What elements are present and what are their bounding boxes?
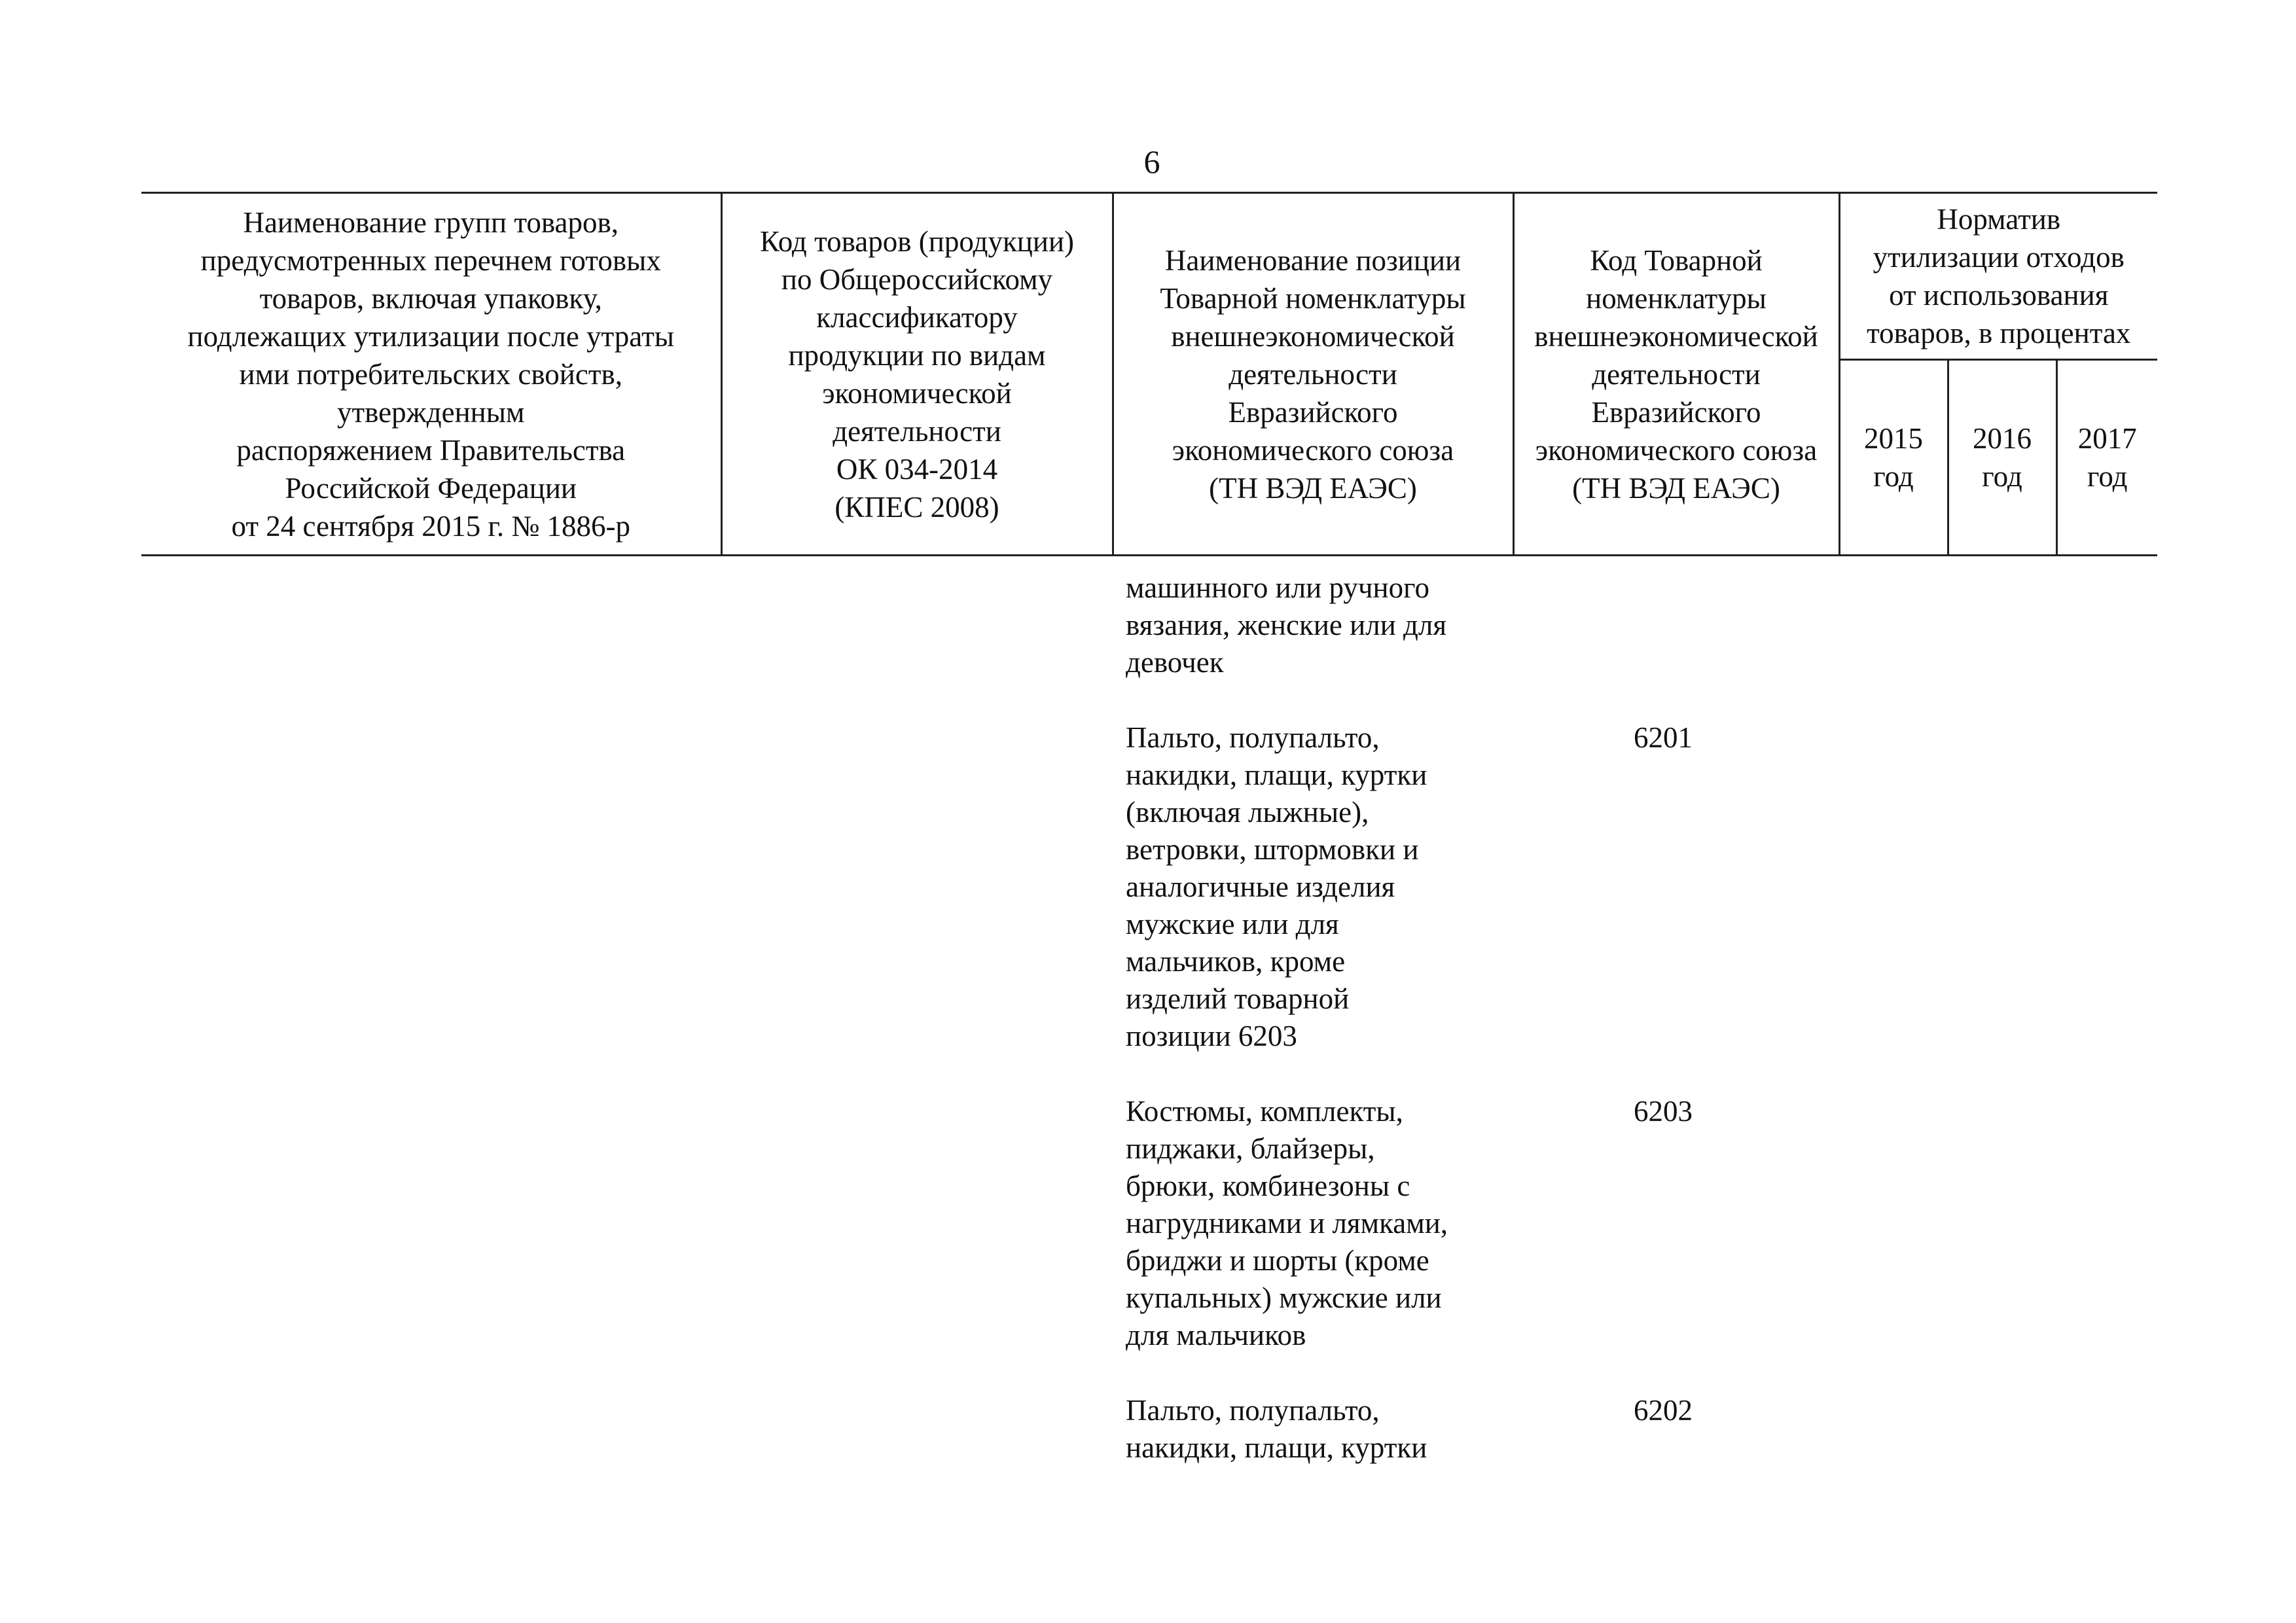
header-col-norm: Норматив утилизации отходов от использования товаров, в процентах — [1839, 193, 2157, 360]
year-unit: год — [2087, 460, 2128, 493]
header-col-okpd-code: Код товаров (продукции) по Общероссийскому классификатору продукции по видам экономической деятельности ОК 034-2014 (КПЕС 2008) — [721, 193, 1113, 556]
tnved-code: 6203 — [1634, 1095, 1693, 1128]
table-row — [1126, 719, 2042, 1055]
year-label: 2017 — [2077, 422, 2137, 455]
page-number: 6 — [1143, 143, 1160, 180]
header-year-2016 — [1948, 360, 2056, 556]
tnved-position-name: машинного или ручного вязания, женские или для девочек — [1126, 571, 1447, 679]
header-table-wrap — [141, 192, 2157, 556]
table-row — [1126, 569, 2042, 681]
tnved-position-name: Пальто, полупальто, накидки, плащи, куртки — [1126, 1394, 1427, 1464]
tnved-code: 6201 — [1634, 721, 1693, 754]
header-year-2015 — [1839, 360, 1948, 556]
tnved-code: 6202 — [1634, 1394, 1693, 1427]
year-unit: год — [1982, 460, 2022, 493]
tnved-position-name: Пальто, полупальто, накидки, плащи, куртки (включая лыжные), ветровки, штормовки и аналогичные изделия мужские или для мальчиков, кроме изделий товарной позиции 6203 — [1126, 721, 1427, 1052]
header-table — [141, 192, 2157, 556]
year-label: 2015 — [1864, 422, 1923, 455]
table-body — [1126, 569, 2042, 1505]
year-label: 2016 — [1973, 422, 2032, 455]
header-col-group-name: Наименование групп товаров, предусмотренных перечнем готовых товаров, включая упаковку, подлежащих утилизации после утраты ими потребительских свойств, утвержденным распоряжением Правительства Российской Федерации от 24 сентября 2015 г. № 1886-р — [141, 193, 721, 556]
header-year-2017 — [2056, 360, 2157, 556]
header-col-tnved-code: Код Товарной номенклатуры внешнеэкономической деятельности Евразийского экономического союза (ТН ВЭД ЕАЭС) — [1513, 193, 1839, 556]
table-row — [1126, 1093, 2042, 1354]
header-col-tnved-name: Наименование позиции Товарной номенклатуры внешнеэкономической деятельности Евразийского экономического союза (ТН ВЭД ЕАЭС) — [1113, 193, 1513, 556]
table-row — [1126, 1392, 2042, 1467]
year-unit: год — [1873, 460, 1914, 493]
tnved-position-name: Костюмы, комплекты, пиджаки, блайзеры, брюки, комбинезоны с нагрудниками и лямками, бриджи и шорты (кроме купальных) мужские или для мальчиков — [1126, 1095, 1448, 1351]
